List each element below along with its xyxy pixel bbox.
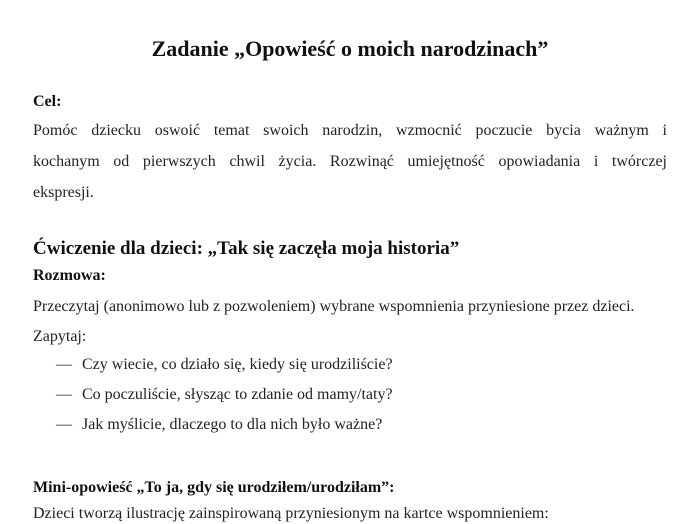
ask-label: Zapytaj: — [33, 328, 87, 345]
em-dash-bullet-icon: — — [56, 416, 72, 433]
goal-paragraph — [33, 115, 667, 208]
document-title: Zadanie „Opowieść o moich narodzinach” — [151, 36, 549, 61]
question-text: Jak myślicie, dlaczego to dla nich było ważne? — [82, 416, 383, 433]
question-item — [56, 355, 393, 385]
question-text: Co poczuliście, słysząc to zdanie od mamy/taty? — [82, 386, 393, 403]
mini-story-label: Mini-opowieść „To ja, gdy się urodziłem/urodziłam”: — [33, 479, 395, 496]
question-list — [56, 355, 393, 445]
question-item — [56, 415, 393, 445]
goal-line-1: Pomóc dziecku oswoić temat swoich narodzin, wzmocnić poczucie bycia ważnym i — [33, 122, 667, 139]
goal-line-3: ekspresji. — [33, 184, 94, 201]
exercise-heading: Ćwiczenie dla dzieci: „Tak się zaczęła moja historia” — [33, 238, 460, 259]
goal-label: Cel: — [33, 93, 62, 110]
conversation-instruction: Przeczytaj (anonimowo lub z pozwoleniem) wybrane wspomnienia przyniesione przez dzieci. — [33, 298, 635, 315]
question-item — [56, 385, 393, 415]
conversation-label: Rozmowa: — [33, 267, 106, 284]
mini-story-text: Dzieci tworzą ilustrację zainspirowaną przyniesionym na kartce wspomnieniem: — [33, 505, 549, 522]
em-dash-bullet-icon: — — [56, 386, 72, 403]
em-dash-bullet-icon: — — [56, 356, 72, 373]
question-text: Czy wiecie, co działo się, kiedy się urodziliście? — [82, 356, 393, 373]
goal-line-2: kochanym od pierwszych chwil życia. Rozwinąć umiejętność opowiadania i twórczej — [33, 153, 667, 170]
